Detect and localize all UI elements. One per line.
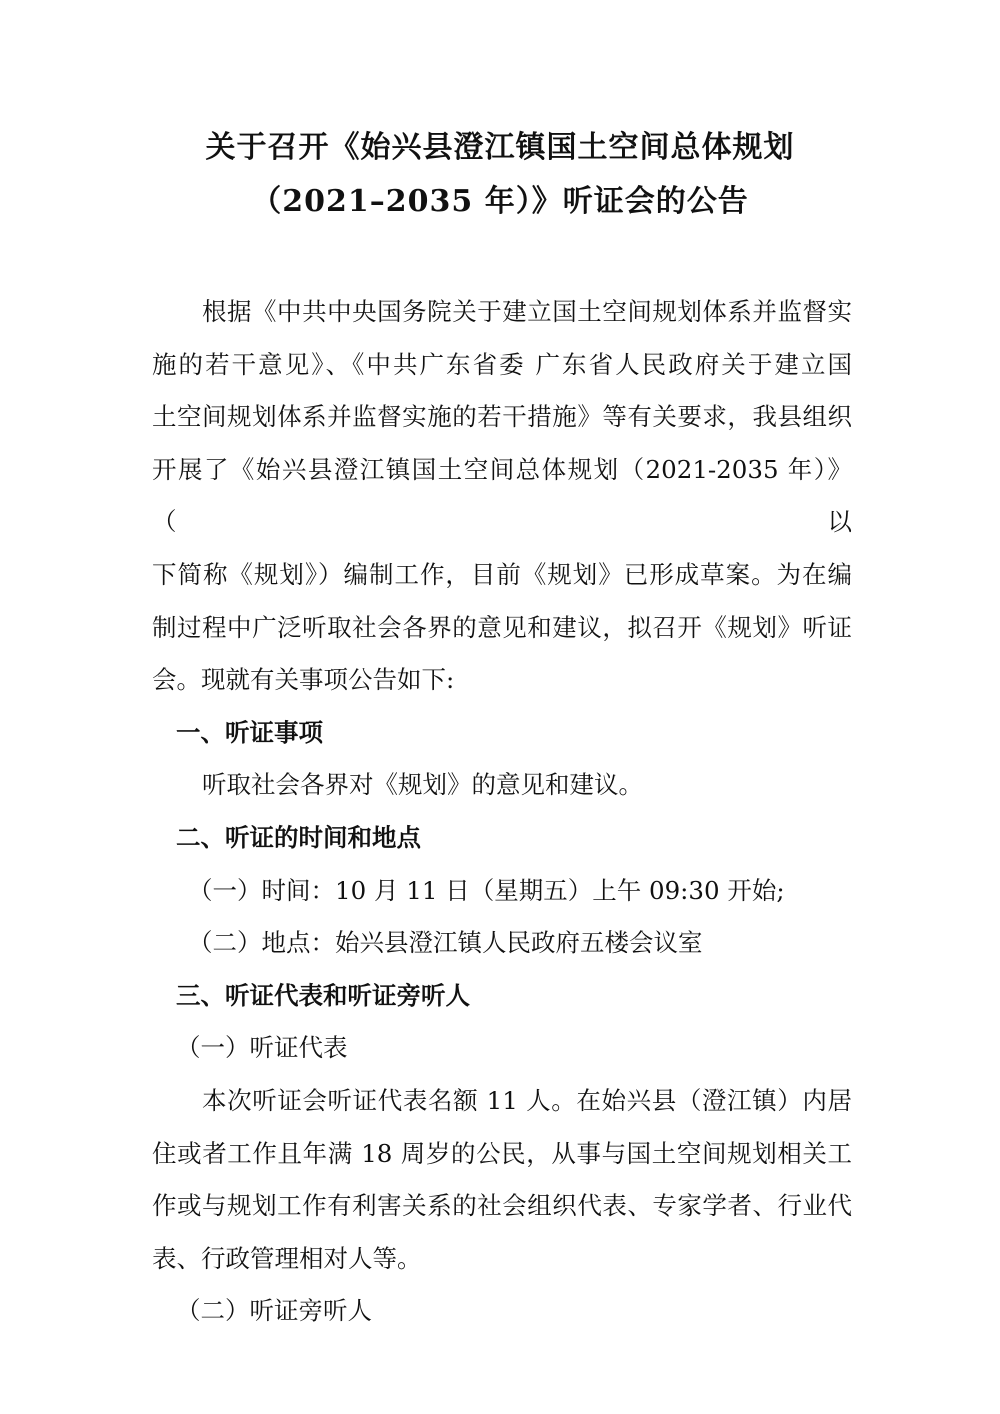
section-1-heading: 一、听证事项: [176, 717, 323, 747]
section-3-line: 作或与规划工作有利害关系的社会组织代表、专家学者、行业代: [152, 1191, 852, 1221]
section-2-heading: 二、听证的时间和地点: [176, 822, 421, 852]
document-body: [152, 286, 852, 1338]
intro-line: 施的若干意见》、《中共广东省委 广东省人民政府关于建立国: [152, 349, 852, 379]
section-2-time: （一）时间：10 月 11 日（星期五）上午 09:30 开始;: [188, 875, 785, 905]
title-line-2: （2021–2035 年）》听证会的公告: [251, 184, 749, 219]
intro-line: 制过程中广泛听取社会各界的意见和建议，拟召开《规划》听证: [152, 612, 852, 642]
intro-line: 会。现就有关事项公告如下:: [152, 665, 455, 695]
section-3-heading: 三、听证代表和听证旁听人: [176, 980, 470, 1010]
intro-line: 土空间规划体系并监督实施的若干措施》等有关要求，我县组织: [152, 402, 852, 432]
section-3-line: 本次听证会听证代表名额 11 人。在始兴县（澄江镇）内居: [202, 1085, 852, 1115]
section-1-text: 听取社会各界对《规划》的意见和建议。: [202, 770, 643, 800]
intro-line: 根据《中共中央国务院关于建立国土空间规划体系并监督实: [202, 297, 852, 326]
intro-line: 下简称《规划》）编制工作，目前《规划》已形成草案。为在编: [152, 559, 852, 589]
section-2-place: （二）地点：始兴县澄江镇人民政府五楼会议室: [188, 928, 703, 958]
section-3-sub1-heading: （一）听证代表: [176, 1033, 348, 1063]
intro-line: 开展了《始兴县澄江镇国土空间总体规划（2021-2035 年）》（以: [152, 454, 852, 537]
title-line-1: 关于召开《始兴县澄江镇国土空间总体规划: [205, 130, 795, 165]
section-3-line: 表、行政管理相对人等。: [152, 1243, 422, 1273]
section-3-line: 住或者工作且年满 18 周岁的公民，从事与国土空间规划相关工: [152, 1138, 852, 1168]
section-3-sub2-heading: （二）听证旁听人: [176, 1296, 372, 1326]
